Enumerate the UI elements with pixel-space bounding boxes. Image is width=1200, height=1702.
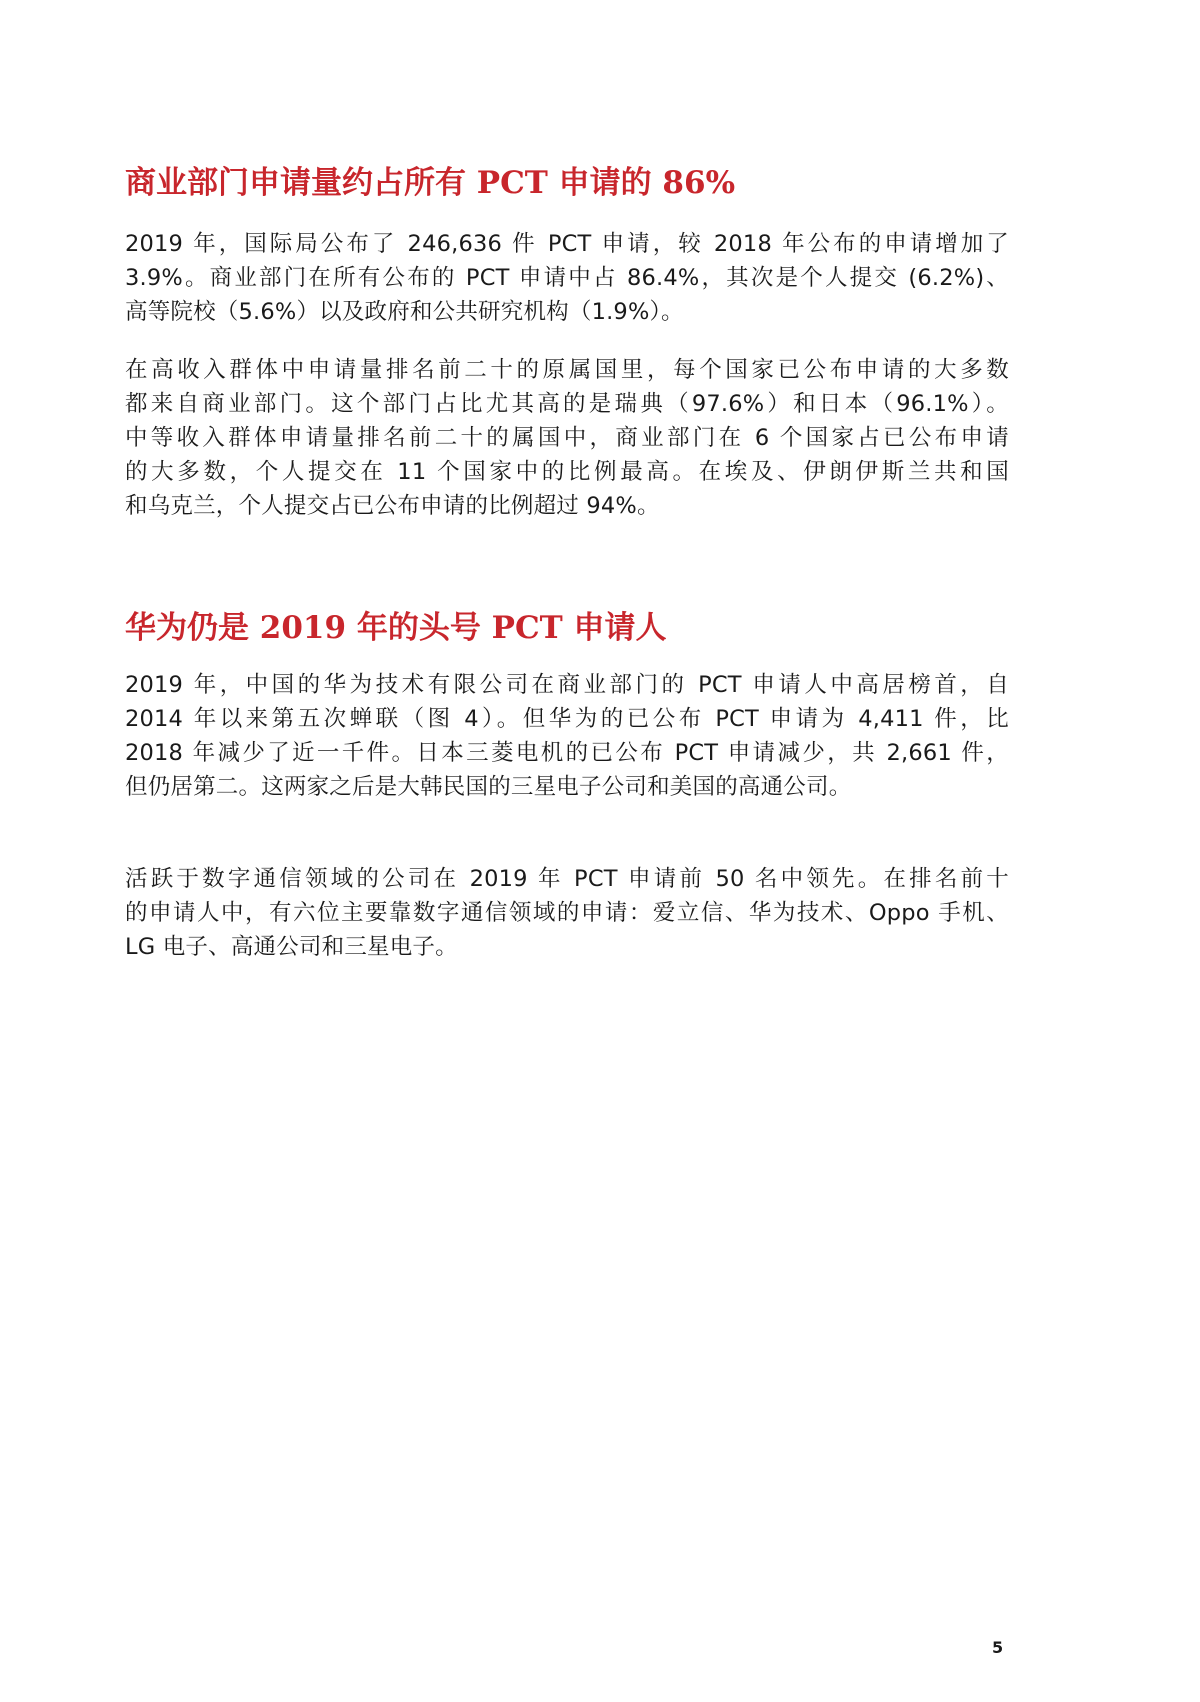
- paragraph-line: 3.9%。商业部门在所有公布的 PCT 申请中占 86.4%，其次是个人提交 (6.2%)、: [125, 265, 1009, 291]
- paragraph-line: 2019 年，国际局公布了 246,636 件 PCT 申请，较 2018 年公布的申请增加了: [125, 231, 1009, 257]
- section-heading-business-share: 商业部门申请量约占所有 PCT 申请的 86%: [125, 165, 736, 201]
- paragraph-income-group-breakdown: [125, 353, 1009, 523]
- paragraph-line: 和乌克兰，个人提交占已公布申请的比例超过 94%。: [125, 493, 660, 519]
- paragraph-line: 的大多数，个人提交在 11 个国家中的比例最高。在埃及、伊朗伊斯兰共和国: [125, 459, 1009, 485]
- paragraph-pct-publication-2019: [125, 227, 1009, 329]
- page-number: 5: [992, 1638, 1004, 1657]
- paragraph-line: 活跃于数字通信领域的公司在 2019 年 PCT 申请前 50 名中领先。在排名前十: [125, 866, 1009, 892]
- paragraph-line: 都来自商业部门。这个部门占比尤其高的是瑞典（97.6%）和日本（96.1%）。: [125, 391, 1009, 417]
- paragraph-line: 高等院校（5.6%）以及政府和公共研究机构（1.9%）。: [125, 299, 684, 325]
- paragraph-line: 2018 年减少了近一千件。日本三菱电机的已公布 PCT 申请减少，共 2,661 件，: [125, 740, 1009, 766]
- section-heading-huawei-top-applicant: 华为仍是 2019 年的头号 PCT 申请人: [125, 610, 667, 646]
- paragraph-line: 在高收入群体中申请量排名前二十的原属国里，每个国家已公布申请的大多数: [125, 357, 1009, 383]
- paragraph-line: LG 电子、高通公司和三星电子。: [125, 934, 458, 960]
- paragraph-line: 的申请人中，有六位主要靠数字通信领域的申请：爱立信、华为技术、Oppo 手机、: [125, 900, 1009, 926]
- paragraph-line: 但仍居第二。这两家之后是大韩民国的三星电子公司和美国的高通公司。: [125, 774, 852, 800]
- paragraph-line: 2019 年，中国的华为技术有限公司在商业部门的 PCT 申请人中高居榜首，自: [125, 672, 1009, 698]
- paragraph-line: 2014 年以来第五次蝉联（图 4）。但华为的已公布 PCT 申请为 4,411 件，比: [125, 706, 1009, 732]
- paragraph-line: 中等收入群体申请量排名前二十的属国中，商业部门在 6 个国家占已公布申请: [125, 425, 1009, 451]
- paragraph-digital-communication-leaders: [125, 862, 1009, 964]
- paragraph-huawei-ranking: [125, 668, 1009, 804]
